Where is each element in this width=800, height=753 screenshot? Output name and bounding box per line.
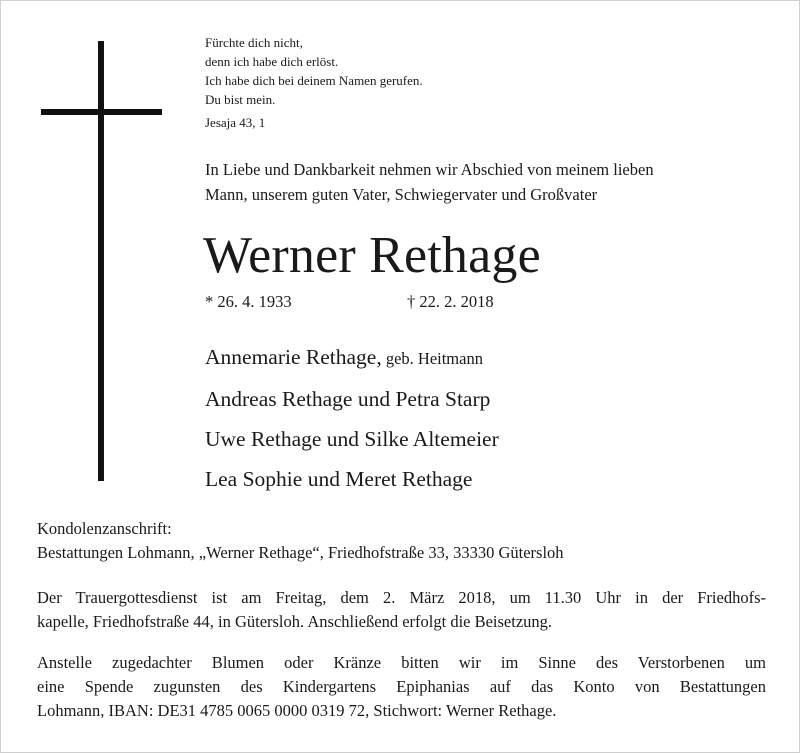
family-member (205, 379, 499, 419)
family-member (205, 337, 499, 379)
intro-line: In Liebe und Dankbarkeit nehmen wir Abschied von meinem lieben (205, 160, 654, 179)
donation-line: Anstelle zugedachter Blumen oder Kränze bitten wir im Sinne des Verstorbenen um (37, 653, 766, 672)
donation-line: Lohmann, IBAN: DE31 4785 0065 0000 0319 72, Stichwort: Werner Rethage. (37, 701, 557, 720)
family-member-note: geb. Heitmann (381, 349, 483, 368)
verse-line: Fürchte dich nicht, (205, 35, 303, 50)
verse-reference: Jesaja 43, 1 (205, 115, 266, 130)
condolence-address-line: Bestattungen Lohmann, „Werner Rethage“, Friedhofstraße 33, 33330 Gütersloh (37, 543, 564, 562)
family-member-name: Uwe Rethage und Silke Altemeier (205, 427, 499, 451)
family-member-name: Andreas Rethage und Petra Starp (205, 387, 491, 411)
verse-line: Ich habe dich bei deinem Namen gerufen. (205, 73, 423, 88)
condolence-label: Kondolenzanschrift: (37, 519, 172, 538)
cross-vertical-bar (98, 41, 104, 481)
death-date: † 22. 2. 2018 (407, 292, 494, 311)
family-member (205, 419, 499, 459)
family-member-name: Lea Sophie und Meret Rethage (205, 467, 473, 491)
intro-line: Mann, unserem guten Vater, Schwiegervater und Großvater (205, 185, 598, 204)
donation-request (37, 651, 766, 723)
family-member (205, 459, 499, 499)
bible-verse (205, 33, 423, 109)
family-list (205, 337, 499, 499)
condolence-address (37, 517, 564, 565)
cross-horizontal-bar (41, 109, 162, 115)
service-line: Der Trauergottesdienst ist am Freitag, dem 2. März 2018, um 11.30 Uhr in der Friedhofs- (37, 588, 766, 607)
verse-line: Du bist mein. (205, 92, 276, 107)
intro-text (205, 157, 654, 207)
family-member-name: Annemarie Rethage, (205, 345, 382, 369)
birth-date: * 26. 4. 1933 (205, 292, 292, 311)
donation-line: eine Spende zugunsten des Kindergartens Epiphanias auf das Konto von Bestattungen (37, 677, 766, 696)
verse-line: denn ich habe dich erlöst. (205, 54, 339, 69)
deceased-name: Werner Rethage (203, 227, 541, 284)
funeral-service-info (37, 586, 766, 634)
service-line: kapelle, Friedhofstraße 44, in Gütersloh. Anschließend erfolgt die Beisetzung. (37, 612, 553, 631)
